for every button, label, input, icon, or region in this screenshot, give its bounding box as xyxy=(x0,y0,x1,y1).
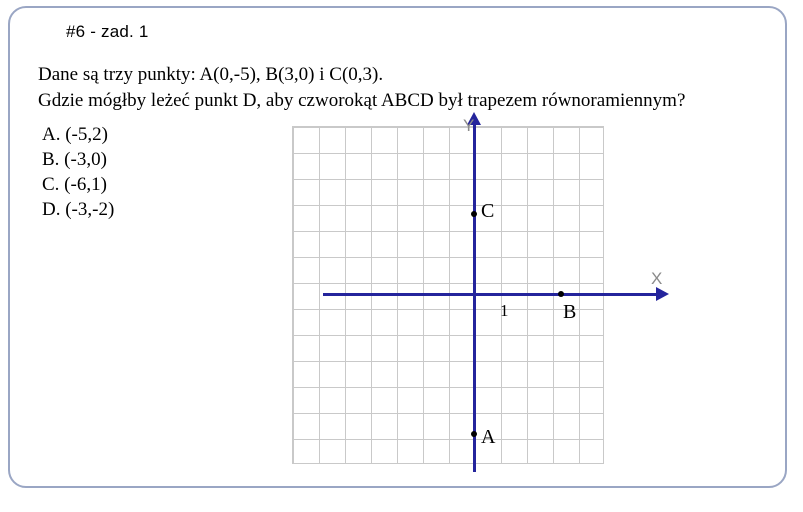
answer-option-d[interactable]: D. (-3,-2) xyxy=(42,199,115,220)
x-axis-line xyxy=(323,293,663,296)
question-text-line-2: Gdzie mógłby leżeć punkt D, aby czworokąt ABCD był trapezem równoramiennym? xyxy=(38,90,686,111)
question-text-line-1: Dane są trzy punkty: A(0,-5), B(3,0) i C(0,3). xyxy=(38,64,384,85)
x-axis-arrow-icon xyxy=(656,287,669,301)
x-axis-label: X xyxy=(651,269,663,288)
y-axis-label: Y xyxy=(463,116,475,135)
x-axis-tick-label-1: 1 xyxy=(500,301,509,320)
point-label-c: C xyxy=(481,200,495,222)
point-label-b: B xyxy=(563,301,577,323)
answer-options-list xyxy=(42,122,262,222)
coordinate-plane-figure xyxy=(287,116,663,466)
answer-option-b[interactable]: B. (-3,0) xyxy=(42,149,107,170)
y-axis-line xyxy=(473,120,476,472)
answer-option-c[interactable]: C. (-6,1) xyxy=(42,174,107,195)
point-marker-b xyxy=(558,291,564,297)
point-label-a: A xyxy=(481,426,496,448)
answer-option-a[interactable]: A. (-5,2) xyxy=(42,124,108,145)
point-marker-c xyxy=(471,211,477,217)
slide-card xyxy=(8,6,787,488)
point-marker-a xyxy=(471,431,477,437)
page-title: #6 - zad. 1 xyxy=(66,22,149,41)
